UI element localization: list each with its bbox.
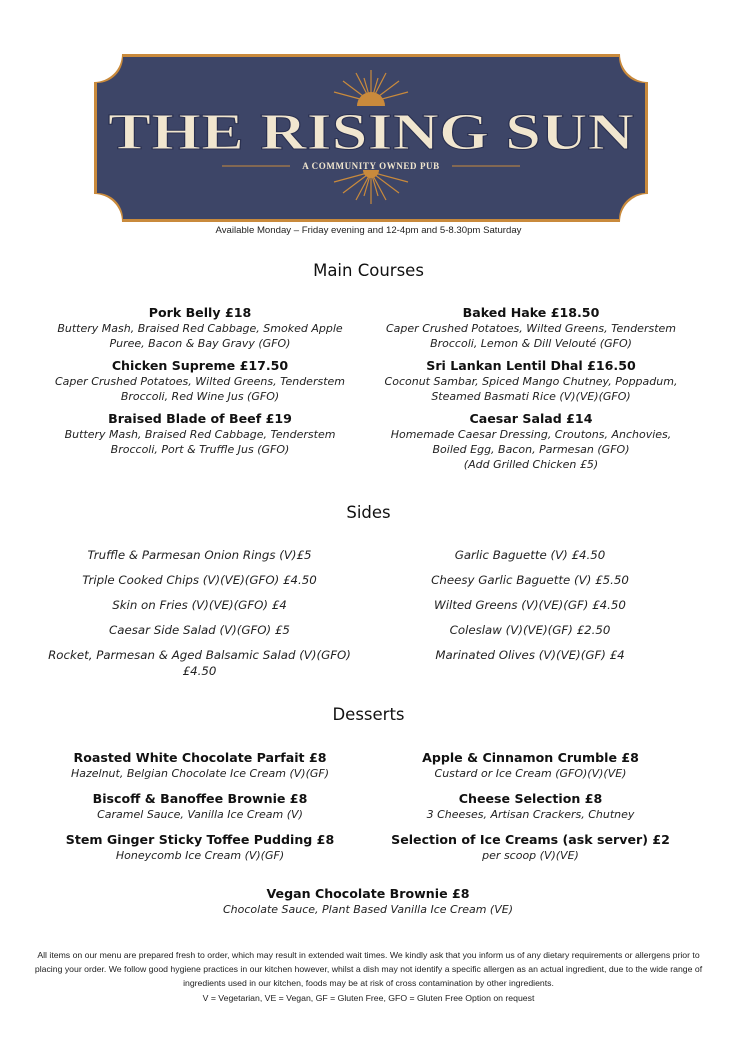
item-name: Stem Ginger Sticky Toffee Pudding £8 (65, 832, 335, 847)
side-item: Coleslaw (V)(VE)(GF) £2.50 (449, 623, 611, 637)
item-name: Pork Belly £18 (148, 305, 252, 320)
menu-item (50, 358, 350, 404)
item-description: Homemade Caesar Dressing, Croutons, Anchovies, Boiled Egg, Bacon, Parmesan (GFO) (390, 428, 672, 456)
logo-title: THE RISING SUN (108, 104, 634, 161)
item-description: 3 Cheeses, Artisan Crackers, Chutney (426, 808, 635, 821)
menu-item (372, 358, 690, 404)
side-item: Marinated Olives (V)(VE)(GF) £4 (435, 648, 625, 662)
item-description: Hazelnut, Belgian Chocolate Ice Cream (V)(GF) (70, 767, 330, 780)
desserts-right-column (378, 750, 683, 870)
desserts-center-item (168, 886, 568, 917)
menu-item (50, 750, 350, 781)
item-description: Caper Crushed Potatoes, Wilted Greens, Tenderstem Broccoli, Lemon & Dill Velouté (GFO) (386, 322, 676, 350)
logo-tagline: A COMMUNITY OWNED PUB (302, 161, 440, 171)
item-name: Braised Blade of Beef £19 (108, 411, 292, 426)
side-item: Triple Cooked Chips (V)(VE)(GFO) £4.50 (82, 573, 317, 587)
item-name: Roasted White Chocolate Parfait £8 (73, 750, 327, 765)
item-description: Chocolate Sauce, Plant Based Vanilla Ice Cream (VE) (223, 903, 513, 916)
side-item: Caesar Side Salad (V)(GFO) £5 (109, 623, 290, 637)
item-description: Caper Crushed Potatoes, Wilted Greens, Tenderstem Broccoli, Red Wine Jus (GFO) (55, 375, 345, 403)
item-name: Caesar Salad £14 (469, 411, 593, 426)
sides-title: Sides (346, 503, 391, 522)
allergen-footer (30, 948, 707, 1005)
item-name: Sri Lankan Lentil Dhal £16.50 (426, 358, 636, 373)
menu-item (378, 791, 683, 822)
item-name: Apple & Cinnamon Crumble £8 (422, 750, 639, 765)
item-description: Honeycomb Ice Cream (V)(GF) (115, 849, 285, 862)
sides-right-column (380, 547, 680, 663)
side-item: Garlic Baguette (V) £4.50 (454, 548, 606, 562)
dietary-key: V = Vegetarian, VE = Vegan, GF = Gluten Free, GFO = Gluten Free Option on request (202, 992, 535, 1003)
menu-item (372, 305, 690, 351)
item-description: Buttery Mash, Braised Red Cabbage, Smoked Apple Puree, Bacon & Bay Gravy (GFO) (57, 322, 343, 350)
menu-item (372, 411, 690, 472)
side-item: Skin on Fries (V)(VE)(GFO) £4 (112, 598, 287, 612)
item-name: Vegan Chocolate Brownie £8 (266, 886, 470, 901)
menu-item (50, 411, 350, 457)
availability-note: Available Monday – Friday evening and 12-4pm and 5-8.30pm Saturday (215, 225, 522, 236)
desserts-title: Desserts (332, 705, 405, 724)
menu-item (50, 305, 350, 351)
item-description: Buttery Mash, Braised Red Cabbage, Tenderstem Broccoli, Port & Truffle Jus (GFO) (64, 428, 336, 456)
item-description: Custard or Ice Cream (GFO)(V)(VE) (434, 767, 627, 780)
main-courses-right-column (372, 305, 690, 479)
side-item: Wilted Greens (V)(VE)(GF) £4.50 (434, 598, 626, 612)
menu-item (50, 832, 350, 863)
item-description: per scoop (V)(VE) (482, 849, 579, 862)
desserts-left-column (50, 750, 350, 870)
menu-item (50, 791, 350, 822)
side-item: Truffle & Parmesan Onion Rings (V)£5 (87, 548, 312, 562)
item-name: Baked Hake £18.50 (462, 305, 600, 320)
pub-logo (94, 54, 648, 222)
menu-item (378, 750, 683, 781)
item-note: (Add Grilled Chicken £5) (463, 458, 599, 471)
allergen-notice: All items on our menu are prepared fresh to order, which may result in extended wait times. We kindly ask that you inform us of any dietary requirements or allergens prior to placing your order. We follow good hygiene practices in our kitchen however, whilst a dish may not identify a specific allergen as an actual ingredient, due to the wide range of ingredients used in our kitchen, foods may be at risk of cross contamination by other ingredients. (34, 950, 703, 989)
item-name: Chicken Supreme £17.50 (111, 358, 289, 373)
item-name: Cheese Selection £8 (458, 791, 603, 806)
sides-left-column (42, 547, 357, 679)
side-item: Cheesy Garlic Baguette (V) £5.50 (431, 573, 629, 587)
menu-item (378, 832, 683, 863)
side-item: Rocket, Parmesan & Aged Balsamic Salad (V)(GFO) £4.50 (48, 648, 351, 678)
main-courses-title: Main Courses (313, 261, 424, 280)
item-name: Selection of Ice Creams (ask server) £2 (391, 832, 670, 847)
item-description: Coconut Sambar, Spiced Mango Chutney, Poppadum, Steamed Basmati Rice (V)(VE)(GFO) (384, 375, 678, 403)
item-description: Caramel Sauce, Vanilla Ice Cream (V) (97, 808, 303, 821)
item-name: Biscoff & Banoffee Brownie £8 (92, 791, 308, 806)
main-courses-left-column (50, 305, 350, 464)
